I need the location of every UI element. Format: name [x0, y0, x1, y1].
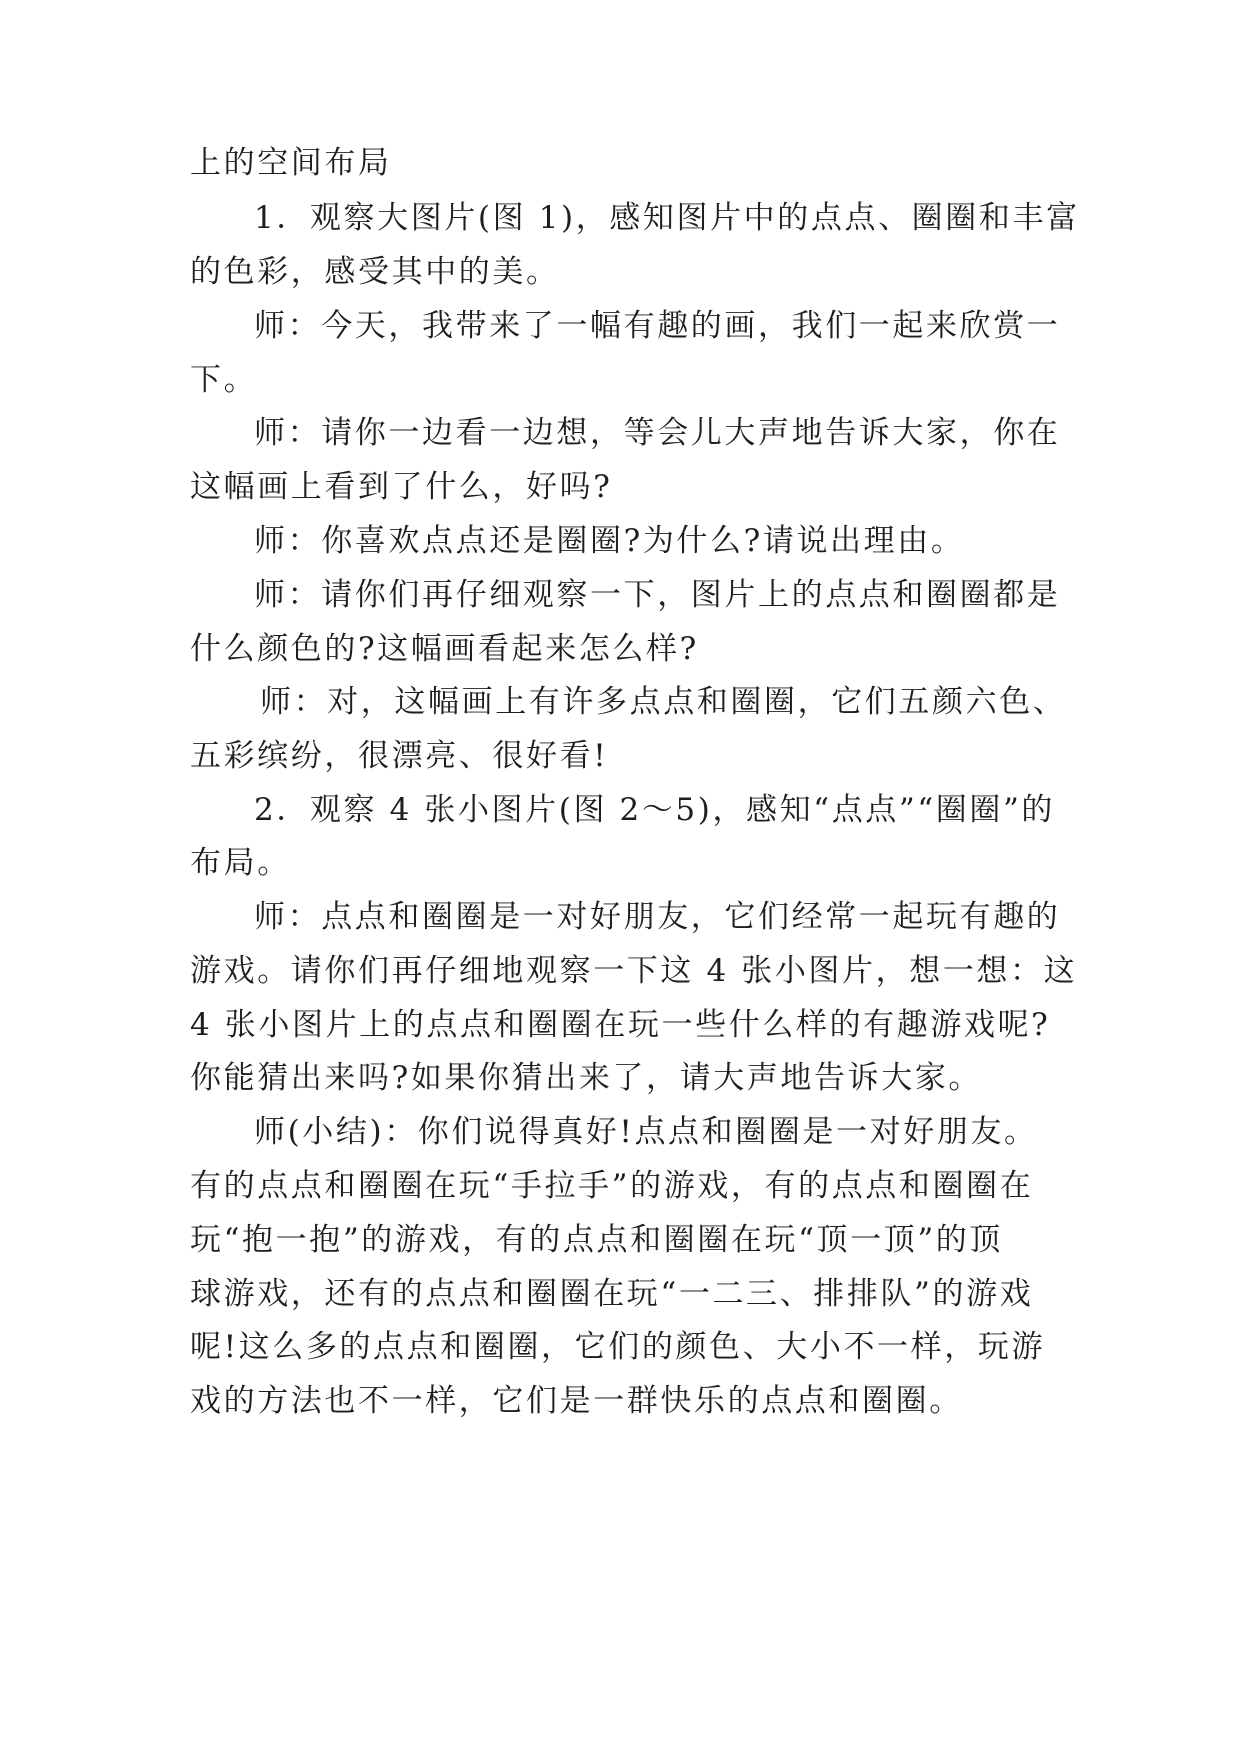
text-line: 玩“抱一抱”的游戏，有的点点和圈圈在玩“顶一顶”的顶 [190, 1222, 1003, 1258]
text-line: 呢!这么多的点点和圈圈，它们的颜色、大小不一样，玩游 [190, 1329, 1046, 1365]
text-line: 1．观察大图片(图 1)，感知图片中的点点、圈圈和丰富 [254, 200, 1080, 236]
text-line: 师：你喜欢点点还是圈圈?为什么?请说出理由。 [254, 523, 965, 559]
text-line: 球游戏，还有的点点和圈圈在玩“一二三、排排队”的游戏 [190, 1276, 1034, 1312]
text-line: 的色彩，感受其中的美。 [190, 254, 560, 290]
text-line: 有的点点和圈圈在玩“手拉手”的游戏，有的点点和圈圈在 [190, 1168, 1034, 1204]
text-line: 师：请你们再仔细观察一下，图片上的点点和圈圈都是 [254, 577, 1061, 613]
text-line: 你能猜出来吗?如果你猜出来了，请大声地告诉大家。 [190, 1060, 983, 1096]
text-line: 戏的方法也不一样，它们是一群快乐的点点和圈圈。 [190, 1383, 963, 1419]
text-line: 师：对，这幅画上有许多点点和圈圈，它们五颜六色、 [260, 684, 1067, 720]
text-line: 2．观察 4 张小图片(图 2～5)，感知“点点”“圈圈”的 [254, 792, 1056, 828]
text-line: 这幅画上看到了什么，好吗? [190, 469, 613, 505]
text-line: 游戏。请你们再仔细地观察一下这 4 张小图片，想一想：这 [190, 953, 1078, 989]
text-line: 师：点点和圈圈是一对好朋友，它们经常一起玩有趣的 [254, 899, 1061, 935]
text-line: 下。 [190, 362, 258, 398]
text-line: 五彩缤纷，很漂亮、很好看! [190, 738, 609, 774]
text-line: 师：请你一边看一边想，等会儿大声地告诉大家，你在 [254, 415, 1061, 451]
text-line: 上的空间布局 [190, 145, 392, 181]
text-line: 4 张小图片上的点点和圈圈在玩一些什么样的有趣游戏呢? [190, 1007, 1051, 1043]
text-line: 师(小结)：你们说得真好!点点和圈圈是一对好朋友。 [254, 1114, 1038, 1150]
text-line: 什么颜色的?这幅画看起来怎么样? [190, 631, 699, 667]
text-line: 布局。 [190, 845, 291, 881]
text-line: 师：今天，我带来了一幅有趣的画，我们一起来欣赏一 [254, 308, 1061, 344]
